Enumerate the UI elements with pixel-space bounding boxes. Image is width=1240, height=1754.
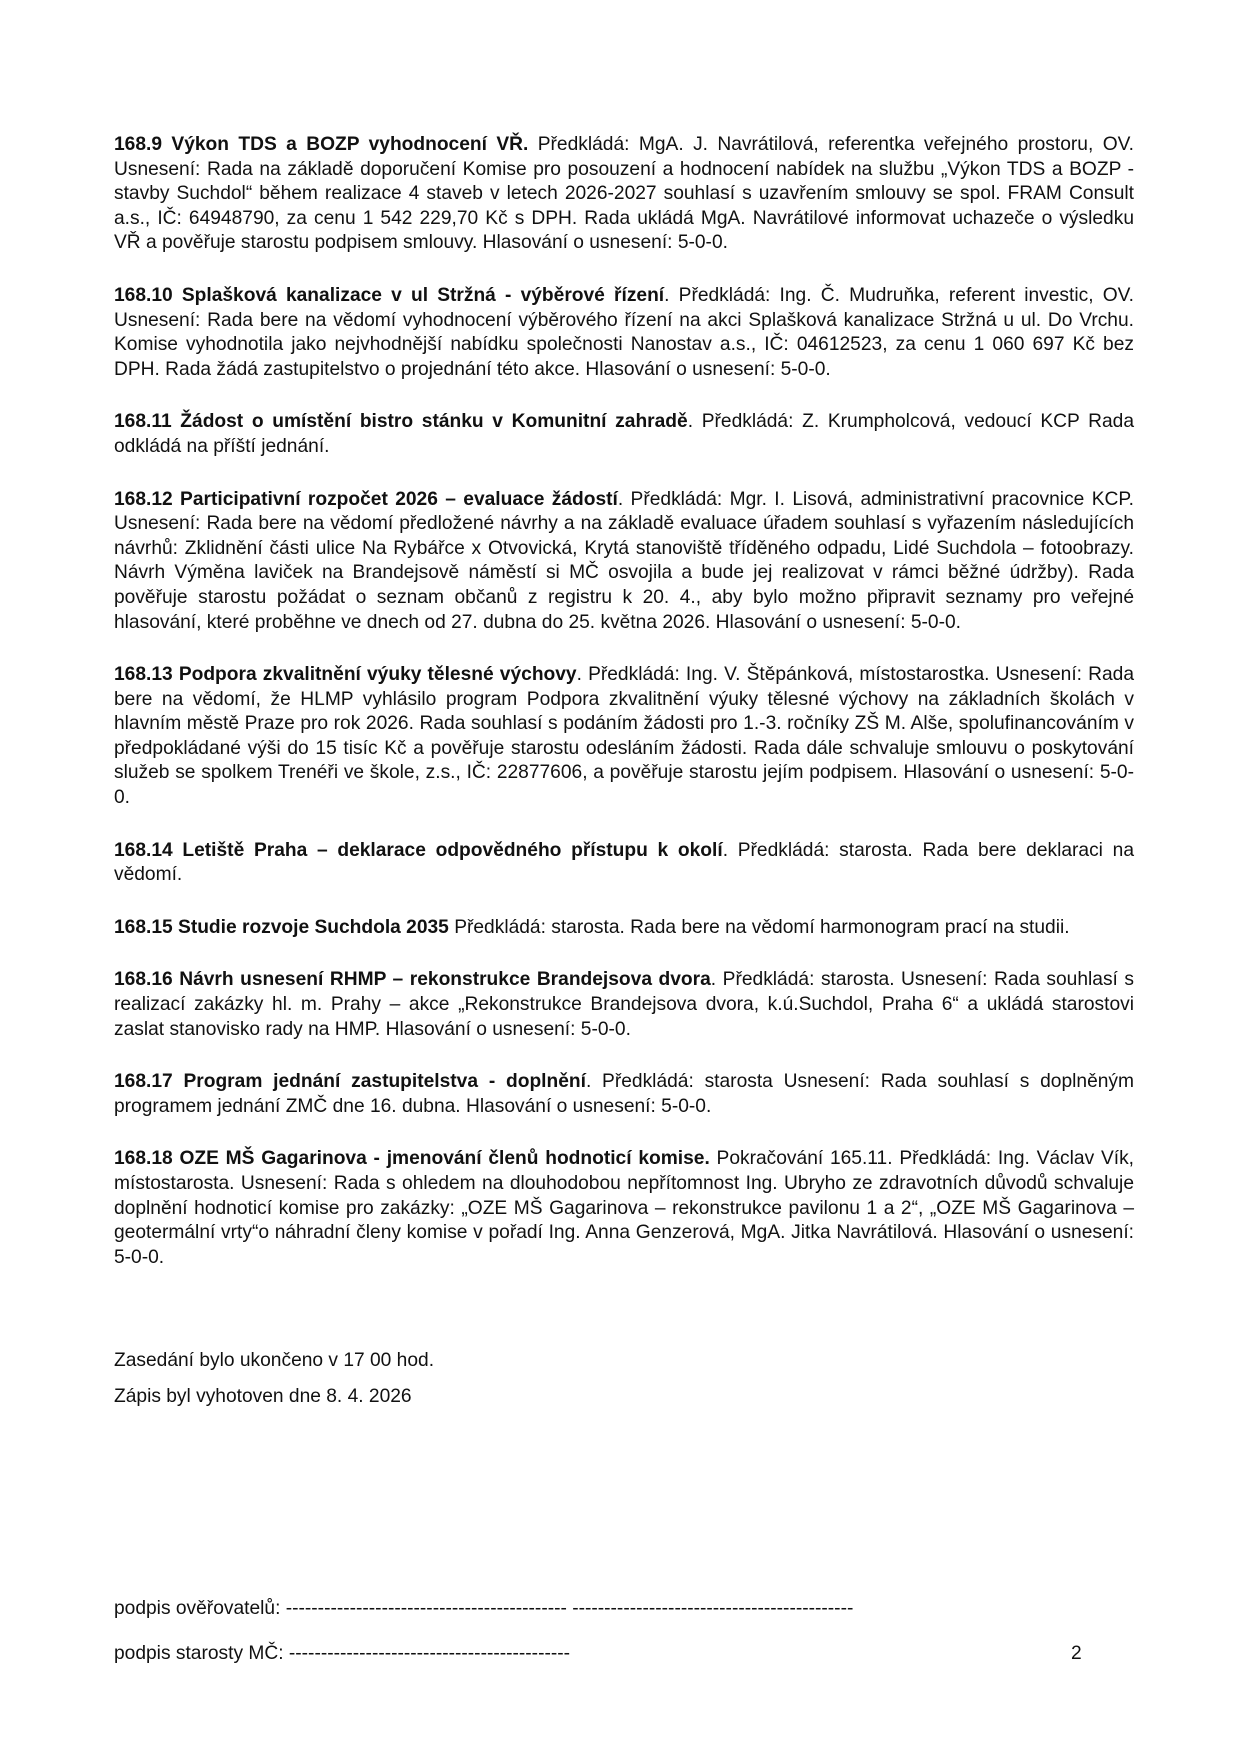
agenda-item-title: 168.18 OZE MŠ Gagarinova - jmenování členů hodnoticí komise. <box>114 1148 710 1170</box>
agenda-item <box>114 968 1134 1042</box>
agenda-item-title: 168.17 Program jednání zastupitelstva - doplnění <box>114 1071 586 1093</box>
agenda-item <box>114 410 1134 459</box>
agenda-item-text: . Předkládá: Ing. V. Štěpánková, místostarostka. Usnesení: Rada bere na vědomí, že HLMP vyhlásilo program Podpora zkvalitnění výuky tělesné výchovy na základních školách v hlavním městě Praze pro rok 2026. Rada souhlasí s podáním žádosti pro 1.-3. ročníky ZŠ M. Alše, spolufinancováním v předpokládané výši do 15 tisíc Kč a pověřuje starostu odesláním žádosti. Rada dále schvaluje smlouvu o poskytování služeb se spolkem Trenéři ve škole, z.s., IČ: 22877606, a pověřuje starostu jejím podpisem. Hlasování o usnesení: 5-0-0. <box>114 664 1134 809</box>
meeting-end-note: Zasedání bylo ukončeno v 17 00 hod. <box>114 1350 435 1371</box>
verifiers-signature-line: podpis ověřovatelů: -------------------------------------------- -------------------------------------------- <box>114 1598 854 1619</box>
agenda-item-text: . Předkládá: Mgr. I. Lisová, administrativní pracovnice KCP. Usnesení: Rada bere na vědomí předložené návrhy a na základě evaluace úřadem souhlasí s vyřazením následujících návrhů: Zklidnění části ulice Na Rybářce x Otvovická, Krytá stanoviště tříděného odpadu, Lidé Suchdola – fotoobrazy. Návrh Výměna laviček na Brandejsově náměstí si MČ osvojila a bude jej realizovat v rámci běžné údržby). Rada pověřuje starostu požádat o seznam občanů z registru k 20. 4., aby bylo možno připravit seznamy pro veřejné hlasování, které proběhne ve dnech od 27. dubna do 25. května 2026. Hlasování o usnesení: 5-0-0. <box>114 488 1134 633</box>
minutes-body <box>114 133 1134 1298</box>
agenda-item <box>114 1070 1134 1119</box>
minutes-date-note: Zápis byl vyhotoven dne 8. 4. 2026 <box>114 1386 412 1407</box>
agenda-item-text: . Předkládá: starosta Usnesení: Rada souhlasí s doplněným programem jednání ZMČ dne 16. dubna. Hlasování o usnesení: 5-0-0. <box>114 1071 1134 1117</box>
agenda-item <box>114 133 1134 256</box>
agenda-item-text: . Předkládá: starosta. Rada bere deklaraci na vědomí. <box>114 839 1134 886</box>
page-number: 2 <box>1071 1643 1082 1664</box>
agenda-item-text: Předkládá: starosta. Rada bere na vědomí harmonogram prací na studii. <box>448 916 1070 938</box>
agenda-item <box>114 839 1134 888</box>
agenda-item-text: . Předkládá: Ing. Č. Mudruňka, referent investic, OV. Usnesení: Rada bere na vědomí vyhodnocení výběrového řízení na akci Splašková kanalizace Stržná u ul. Do Vrchu. Komise vyhodnotila jako nejvhodnější nabídku společnosti Nanostav a.s., IČ: 04612523, za cenu 1 060 697 Kč bez DPH. Rada žádá zastupitelstvo o projednání této akce. Hlasování o usnesení: 5-0-0. <box>114 284 1134 380</box>
agenda-item <box>114 284 1134 382</box>
agenda-item <box>114 663 1134 811</box>
agenda-item-title: 168.16 Návrh usnesení RHMP – rekonstrukce Brandejsova dvora <box>114 969 711 991</box>
agenda-item-title: 168.13 Podpora zkvalitnění výuky tělesné výchovy <box>114 664 577 686</box>
agenda-item <box>114 488 1134 636</box>
agenda-item-title: 168.10 Splašková kanalizace v ul Stržná - výběrové řízení <box>114 284 665 306</box>
agenda-item-text: Předkládá: MgA. J. Navrátilová, referentka veřejného prostoru, OV. Usnesení: Rada na základě doporučení Komise pro posouzení a hodnocení nabídek na službu „Výkon TDS a BOZP - stavby Suchdol“ během realizace 4 staveb v letech 2026-2027 souhlasí s uzavřením smlouvy se spol. FRAM Consult a.s., IČ: 64948790, za cenu 1 542 229,70 Kč s DPH. Rada ukládá MgA. Navrátilové informovat uchazeče o výsledku VŘ a pověřuje starostu podpisem smlouvy. Hlasování o usnesení: 5-0-0. <box>114 134 1134 254</box>
agenda-item-title: 168.14 Letiště Praha – deklarace odpovědného přístupu k okolí <box>114 839 723 861</box>
agenda-item-text: Pokračování 165.11. Předkládá: Ing. Václav Vík, místostarosta. Usnesení: Rada s ohledem na dlouhodobou nepřítomnost Ing. Ubryho ze zdravotních důvodů schvaluje doplnění hodnoticí komise pro zakázky: „OZE MŠ Gagarinova – rekonstrukce pavilonu 1 a 2“, „OZE MŠ Gagarinova – geotermální vrty“o náhradní členy komise v pořadí Ing. Anna Genzerová, MgA. Jitka Navrátilová. Hlasování o usnesení: 5-0-0. <box>114 1148 1134 1268</box>
agenda-item-text: . Předkládá: Z. Krumpholcová, vedoucí KCP Rada odkládá na příští jednání. <box>114 411 1135 457</box>
agenda-item-text: . Předkládá: starosta. Usnesení: Rada souhlasí s realizací zakázky hl. m. Prahy – akce „Rekonstrukce Brandejsova dvora, k.ú.Suchdol, Praha 6“ a ukládá starostovi zaslat stanovisko rady na HMP. Hlasování o usnesení: 5-0-0. <box>114 969 1135 1040</box>
agenda-item-title: 168.12 Participativní rozpočet 2026 – evaluace žádostí <box>114 488 618 510</box>
agenda-item-title: 168.15 Studie rozvoje Suchdola 2035 <box>114 916 449 938</box>
agenda-item-title: 168.11 Žádost o umístění bistro stánku v Komunitní zahradě <box>114 411 688 433</box>
agenda-item-title: 168.9 Výkon TDS a BOZP vyhodnocení VŘ. <box>114 134 529 155</box>
mayor-signature-line: podpis starosty MČ: -------------------------------------------- <box>114 1643 571 1664</box>
agenda-item <box>114 916 1134 941</box>
agenda-item <box>114 1147 1134 1270</box>
